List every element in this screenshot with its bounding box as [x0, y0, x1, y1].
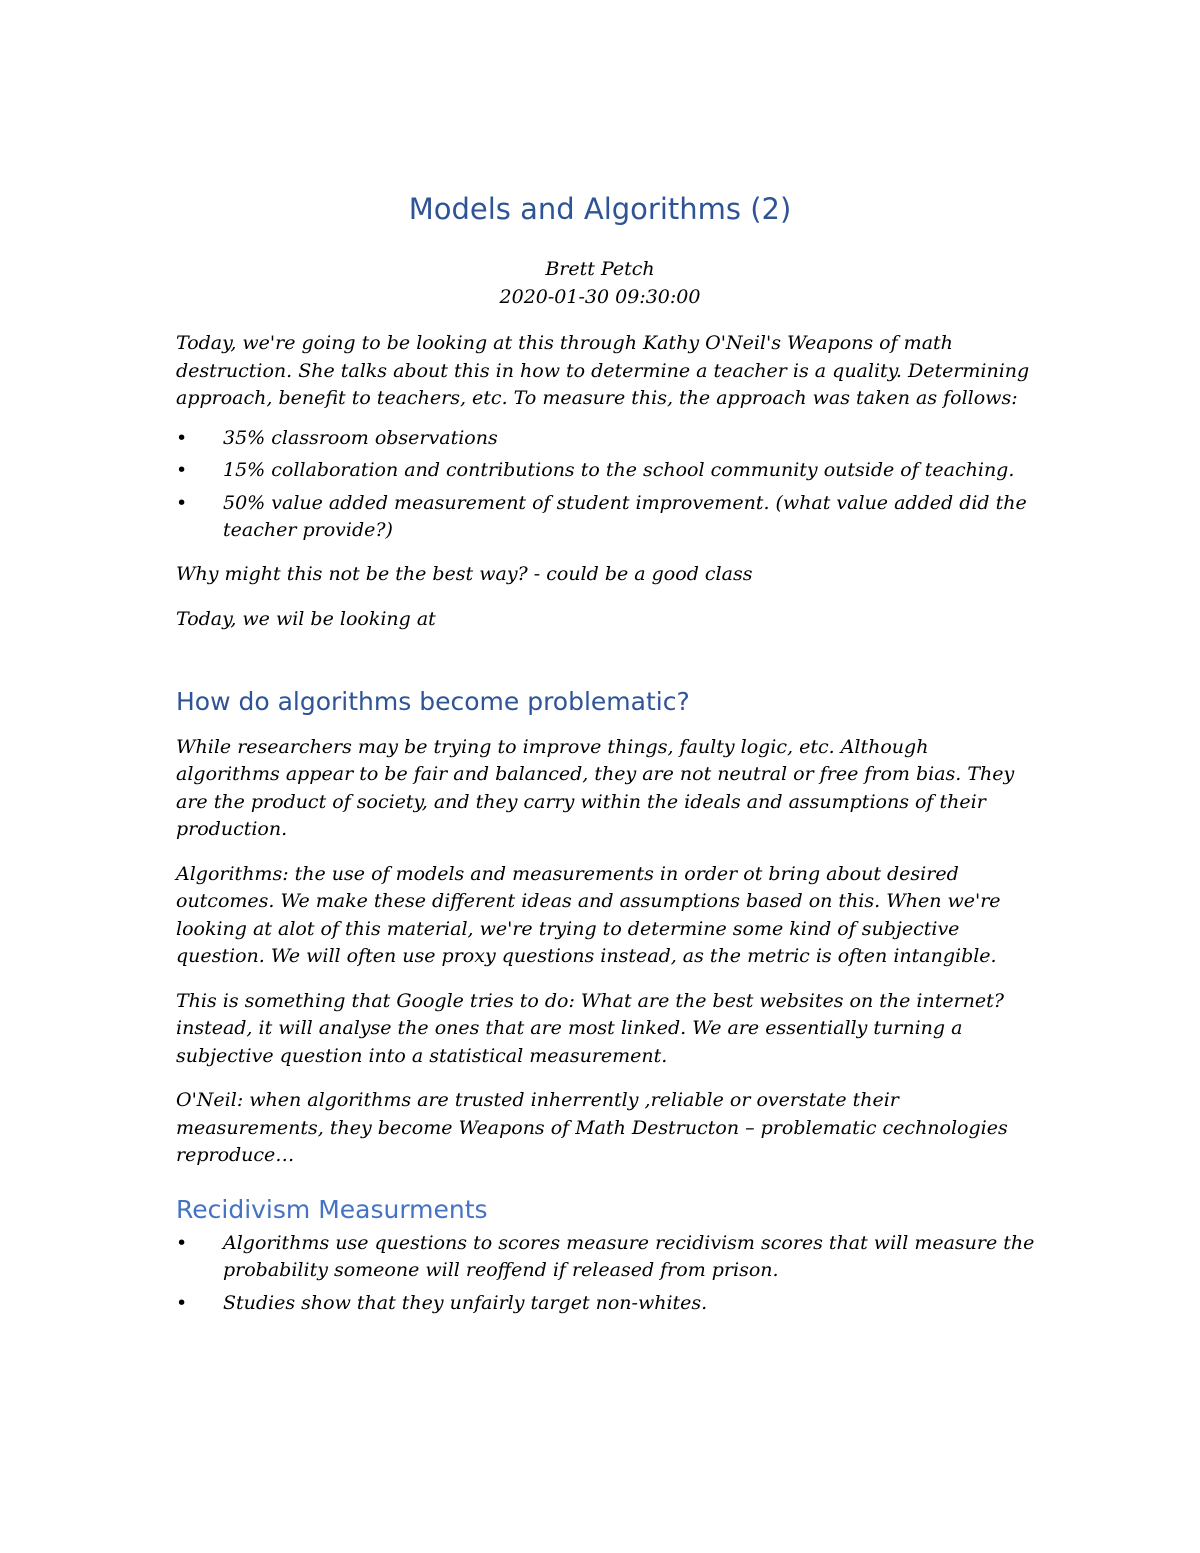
- bullet-icon: •: [176, 459, 188, 481]
- bullet-icon: •: [176, 1291, 188, 1314]
- document-date: 2020-01-30 09:30:00: [499, 286, 701, 308]
- list-item: [176, 425, 1036, 453]
- list-item: [176, 1230, 1036, 1285]
- document-body: [176, 330, 1036, 1317]
- list-item-text: Studies show that they unfairly target non-whites.: [223, 1291, 708, 1314]
- list-item: [176, 1290, 1036, 1318]
- list-item-text: Algorithms use questions to scores measure recidivism scores that will measure the probability someone will reoffend if released from prison.: [223, 1231, 1035, 1281]
- intro-paragraph: Today, we're going to be looking at this through Kathy O'Neil's Weapons of math destruction. She talks about this in how to determine a teacher is a quality. Determining approach, benefit to teachers, etc. To measure this, the approach was taken as follows:: [176, 332, 1030, 409]
- closing-paragraph: Today, we wil be looking at: [176, 608, 436, 630]
- list-item: [176, 490, 1036, 545]
- section-heading-recidivism: Recidivism Measurments: [176, 1194, 488, 1224]
- bullet-icon: •: [176, 426, 188, 449]
- intro-bullet-list: [176, 425, 1036, 545]
- list-item-text: 15% collaboration and contributions to the school community outside of teaching.: [223, 459, 1015, 481]
- list-item-text: 50% value added measurement of student improvement. (what value added did the teacher provide?): [223, 491, 1027, 541]
- question-paragraph: Why might this not be the best way? - could be a good class: [176, 562, 753, 585]
- list-item-text: 35% classroom observations: [223, 426, 498, 449]
- bullet-icon: •: [176, 491, 188, 514]
- author-name: Brett Petch: [545, 258, 655, 280]
- bullet-icon: •: [176, 1231, 188, 1254]
- problematic-paragraph: While researchers may be trying to improve things, faulty logic, etc. Although algorithms appear to be fair and balanced, they are not neutral or free from bias. They are the product of society, and they carry within the ideals and assumptions of their production.: [176, 735, 1015, 840]
- problematic-paragraph: Algorithms: the use of models and measurements in order ot bring about desired outcomes. We make these different ideas and assumptions based on this. When we're looking at alot of this material, we're trying to determine some kind of subjective question. We will often use proxy questions instead, as the metric is often intangible.: [176, 862, 1001, 967]
- problematic-paragraph: O'Neil: when algorithms are trusted inherrently ,reliable or overstate their measurements, they become Weapons of Math Destructon – problematic cechnologies reproduce…: [176, 1089, 1008, 1166]
- section-heading-problematic: How do algorithms become problematic?: [176, 686, 690, 716]
- recidivism-bullet-list: [176, 1230, 1036, 1318]
- list-item: [176, 457, 1036, 485]
- document-title: Models and Algorithms (2): [408, 192, 792, 226]
- problematic-paragraph: This is something that Google tries to do: What are the best websites on the internet? instead, it will analyse the ones that are most linked. We are essentially turning a subjective question into a statistical measurement.: [176, 989, 1004, 1067]
